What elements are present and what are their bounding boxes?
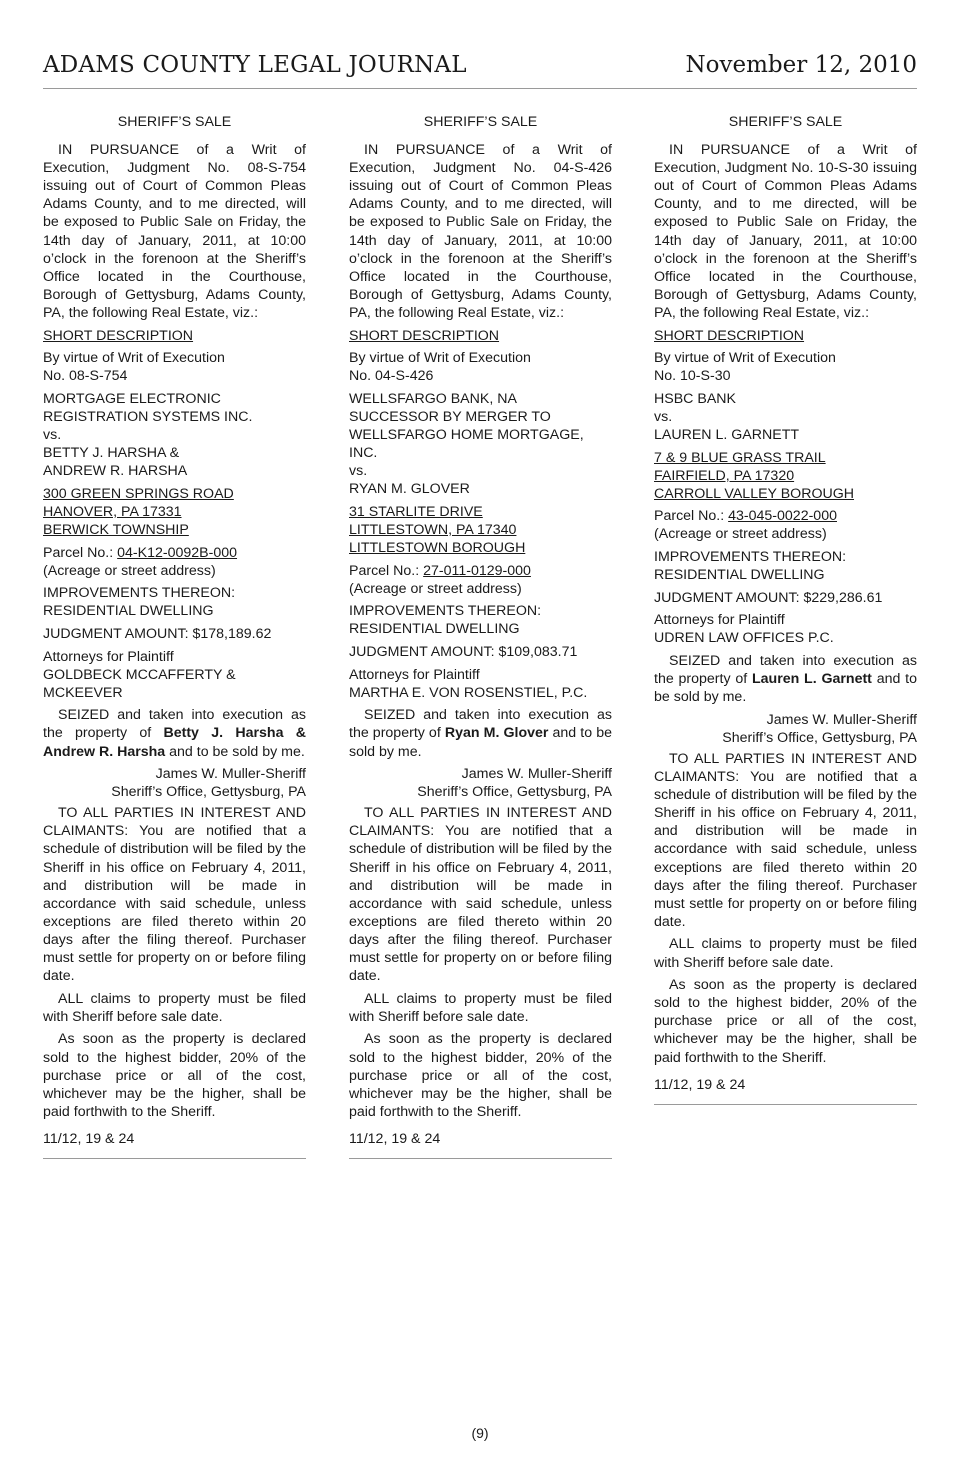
sheriff-sale-notice	[654, 113, 917, 1105]
property-address-line: LITTLESTOWN BOROUGH	[349, 540, 526, 557]
seized-paragraph	[654, 652, 917, 706]
payment-notice: As soon as the property is declared sold to the highest bidder, 20% of the purchase price or all of the cost, whichever may be the higher, shall be paid forthwith to the Sheriff.	[654, 977, 917, 1066]
writ-label: By virtue of Writ of Execution	[43, 350, 225, 367]
plaintiff-line: MORTGAGE ELECTRONIC	[43, 390, 221, 407]
property-address-line: 31 STARLITE DRIVE	[349, 503, 483, 520]
defendant-name: Ryan M. Glover	[444, 725, 549, 742]
writ-number: No. 04-S-426	[349, 368, 434, 385]
improvements	[43, 584, 306, 620]
writ-label: By virtue of Writ of Execution	[349, 350, 531, 367]
sheriff-sale-notice	[43, 113, 306, 1159]
short-description-label: SHORT DESCRIPTION	[654, 327, 805, 344]
seized-text: and to be sold by me.	[349, 725, 612, 760]
improvements-line: RESIDENTIAL DWELLING	[43, 603, 214, 620]
attorneys-block	[349, 666, 612, 702]
sheriff-signature	[654, 711, 917, 747]
parcel-number: 27-011-0129-000	[423, 562, 531, 579]
parcel-number: 43-045-0022-000	[728, 508, 837, 525]
attorneys-block	[43, 648, 306, 702]
defendant-line: LAUREN L. GARNETT	[654, 427, 800, 443]
acreage-note: (Acreage or street address)	[349, 580, 522, 597]
improvements	[349, 602, 612, 638]
versus-label: vs.	[654, 408, 673, 425]
case-parties	[349, 390, 612, 499]
page-number: (9)	[471, 1425, 489, 1441]
parcel-block	[654, 507, 917, 543]
plaintiff-line: INC.	[349, 445, 378, 462]
property-address-line: 7 & 9 BLUE GRASS TRAIL	[654, 449, 826, 466]
publication-dates: 11/12, 19 & 24	[43, 1130, 135, 1147]
payment-notice: As soon as the property is declared sold to the highest bidder, 20% of the purchase price or all of the cost, whichever may be the higher, shall be paid forthwith to the Sheriff.	[349, 1031, 612, 1120]
acreage-note: (Acreage or street address)	[654, 526, 827, 543]
notice-heading: SHERIFF’S SALE	[423, 114, 538, 130]
case-parties	[43, 390, 306, 480]
plaintiff-line: HSBC BANK	[654, 390, 736, 407]
property-address-line: CARROLL VALLEY BOROUGH	[654, 485, 855, 502]
sheriff-sale-notice	[349, 113, 612, 1159]
improvements-line: IMPROVEMENTS THEREON:	[43, 585, 236, 602]
defendant-line: BETTY J. HARSHA &	[43, 445, 180, 462]
plaintiff-line: WELLSFARGO BANK, NA	[349, 390, 517, 407]
seized-text: SEIZED and taken into execution as the property of	[43, 707, 306, 742]
seized-paragraph	[43, 706, 306, 760]
parcel-label: Parcel No.:	[43, 544, 118, 561]
improvements-line: IMPROVEMENTS THEREON:	[654, 549, 847, 566]
writ-number: No. 10-S-30	[654, 368, 731, 385]
defendant-name: Lauren L. Garnett	[751, 671, 872, 688]
defendant-line: RYAN M. GLOVER	[349, 481, 470, 498]
judgment-amount: JUDGMENT AMOUNT: $178,189.62	[43, 625, 272, 642]
property-address-line: 300 GREEN SPRINGS ROAD	[43, 485, 234, 502]
payment-notice: As soon as the property is declared sold to the highest bidder, 20% of the purchase price or all of the cost, whichever may be the higher, shall be paid forthwith to the Sheriff.	[43, 1031, 306, 1120]
parcel-block	[349, 562, 612, 598]
sheriff-signature-line: Sheriff’s Office, Gettysburg, PA	[111, 784, 306, 801]
seized-paragraph	[349, 706, 612, 760]
property-address-line: HANOVER, PA 17331	[43, 503, 182, 520]
judgment-amount: JUDGMENT AMOUNT: $229,286.61	[654, 589, 883, 606]
defendant-line: ANDREW R. HARSHA	[43, 463, 188, 480]
sheriff-signature-line: James W. Muller-Sheriff	[766, 711, 917, 728]
attorney-line: MCKEEVER	[43, 684, 123, 701]
property-address-line: FAIRFIELD, PA 17320	[654, 467, 795, 484]
case-parties	[654, 390, 917, 444]
sheriff-signature-line: James W. Muller-Sheriff	[461, 766, 612, 783]
parcel-number: 04-K12-0092B-000	[117, 544, 238, 561]
versus-label: vs.	[43, 427, 62, 443]
notice-divider	[654, 1104, 917, 1105]
attorneys-label: Attorneys for Plaintiff	[349, 666, 480, 683]
intro-paragraph: IN PURSUANCE of a Writ of Execution, Judgment No. 10-S-30 issuing out of Court of Common Pleas Adams County, and to me directed, will be exposed to Public Sale on Friday, the 14th day of January, 2011, at 10:00 o’clock in the forenoon at the Sheriff’s Office located in the Courthouse, Borough of Gettysburg, Adams County, PA, the following Real Estate, viz.:	[654, 142, 917, 321]
intro-paragraph: IN PURSUANCE of a Writ of Execution, Judgment No. 04-S-426 issuing out of Court of Common Pleas Adams County, and to me directed, will be exposed to Public Sale on Friday, the 14th day of January, 2011, at 10:00 o’clock in the forenoon at the Sheriff’s Office located in the Courthouse, Borough of Gettysburg, Adams County, PA, the following Real Estate, viz.:	[349, 142, 612, 321]
parties-notice: TO ALL PARTIES IN INTEREST AND CLAIMANTS: You are notified that a schedule of distribution will be filed by the Sheriff in his office on February 4, 2011, and distribution will be made in accordance with said schedule, unless exceptions are filed thereto within 20 days after the filing thereof. Purchaser must settle for property on or before filing date.	[654, 751, 917, 930]
plaintiff-line: WELLSFARGO HOME MORTGAGE,	[349, 427, 584, 443]
writ-block	[654, 349, 917, 385]
parcel-label: Parcel No.:	[349, 562, 424, 579]
parcel-label: Parcel No.:	[654, 508, 729, 525]
judgment-amount: JUDGMENT AMOUNT: $109,083.71	[349, 644, 578, 661]
sheriff-signature-line: James W. Muller-Sheriff	[155, 766, 306, 783]
parcel-block	[43, 544, 306, 580]
writ-label: By virtue of Writ of Execution	[654, 350, 836, 367]
writ-block	[349, 349, 612, 385]
sheriff-signature-line: Sheriff’s Office, Gettysburg, PA	[417, 784, 612, 801]
seized-text: SEIZED and taken into execution as the property of	[654, 653, 917, 688]
page-header	[43, 52, 917, 89]
acreage-note: (Acreage or street address)	[43, 562, 216, 579]
journal-title: ADAMS COUNTY LEGAL JOURNAL	[43, 52, 467, 78]
defendant-name: Betty J. Harsha & Andrew R. Harsha	[43, 725, 306, 760]
publication-dates: 11/12, 19 & 24	[349, 1130, 441, 1147]
notice-divider	[349, 1158, 612, 1159]
improvements-line: RESIDENTIAL DWELLING	[654, 567, 825, 584]
property-address-line: BERWICK TOWNSHIP	[43, 521, 189, 538]
sheriff-signature-line: Sheriff’s Office, Gettysburg, PA	[722, 729, 917, 746]
claims-notice: ALL claims to property must be filed with Sheriff before sale date.	[654, 936, 917, 971]
attorneys-block	[654, 611, 917, 647]
parties-notice: TO ALL PARTIES IN INTEREST AND CLAIMANTS: You are notified that a schedule of distribution will be filed by the Sheriff in his office on February 4, 2011, and distribution will be made in accordance with said schedule, unless exceptions are filed thereto within 20 days after the filing thereof. Purchaser must settle for property on or before filing date.	[43, 805, 306, 985]
attorneys-label: Attorneys for Plaintiff	[43, 648, 174, 665]
seized-text: SEIZED and taken into execution as the property of	[349, 707, 612, 742]
improvements-line: RESIDENTIAL DWELLING	[349, 621, 520, 638]
notice-heading: SHERIFF’S SALE	[117, 114, 232, 130]
attorney-line: UDREN LAW OFFICES P.C.	[654, 630, 834, 647]
short-description-label: SHORT DESCRIPTION	[43, 327, 194, 344]
plaintiff-line: REGISTRATION SYSTEMS INC.	[43, 408, 253, 425]
issue-date: November 12, 2010	[685, 52, 917, 78]
publication-dates: 11/12, 19 & 24	[654, 1076, 746, 1093]
plaintiff-line: SUCCESSOR BY MERGER TO	[349, 408, 551, 425]
writ-block	[43, 349, 306, 385]
writ-number: No. 08-S-754	[43, 368, 128, 385]
sheriff-signature	[43, 765, 306, 801]
intro-paragraph: IN PURSUANCE of a Writ of Execution, Judgment No. 08-S-754 issuing out of Court of Common Pleas Adams County, and to me directed, will be exposed to Public Sale on Friday, the 14th day of January, 2011, at 10:00 o’clock in the forenoon at the Sheriff’s Office located in the Courthouse, Borough of Gettysburg, Adams County, PA, the following Real Estate, viz.:	[43, 142, 306, 321]
sheriff-signature	[349, 765, 612, 801]
improvements-line: IMPROVEMENTS THEREON:	[349, 603, 542, 620]
attorney-line: MARTHA E. VON ROSENSTIEL, P.C.	[349, 684, 588, 701]
property-address-line: LITTLESTOWN, PA 17340	[349, 521, 517, 538]
claims-notice: ALL claims to property must be filed with Sheriff before sale date.	[349, 990, 612, 1025]
attorneys-label: Attorneys for Plaintiff	[654, 612, 785, 629]
parties-notice: TO ALL PARTIES IN INTEREST AND CLAIMANTS: You are notified that a schedule of distribution will be filed by the Sheriff in his office on February 4, 2011, and distribution will be made in accordance with said schedule, unless exceptions are filed thereto within 20 days after the filing thereof. Purchaser must settle for property on or before filing date.	[349, 805, 612, 985]
property-address	[349, 503, 612, 557]
notice-divider	[43, 1158, 306, 1159]
property-address	[654, 449, 917, 503]
attorney-line: GOLDBECK MCCAFFERTY &	[43, 666, 236, 683]
notice-heading: SHERIFF’S SALE	[728, 114, 843, 130]
improvements	[654, 548, 917, 584]
short-description-label: SHORT DESCRIPTION	[349, 327, 500, 344]
claims-notice: ALL claims to property must be filed with Sheriff before sale date.	[43, 990, 306, 1025]
seized-text: and to be sold by me.	[165, 743, 305, 760]
seized-text: and to be sold by me.	[654, 671, 917, 706]
property-address	[43, 485, 306, 539]
versus-label: vs.	[349, 463, 368, 480]
